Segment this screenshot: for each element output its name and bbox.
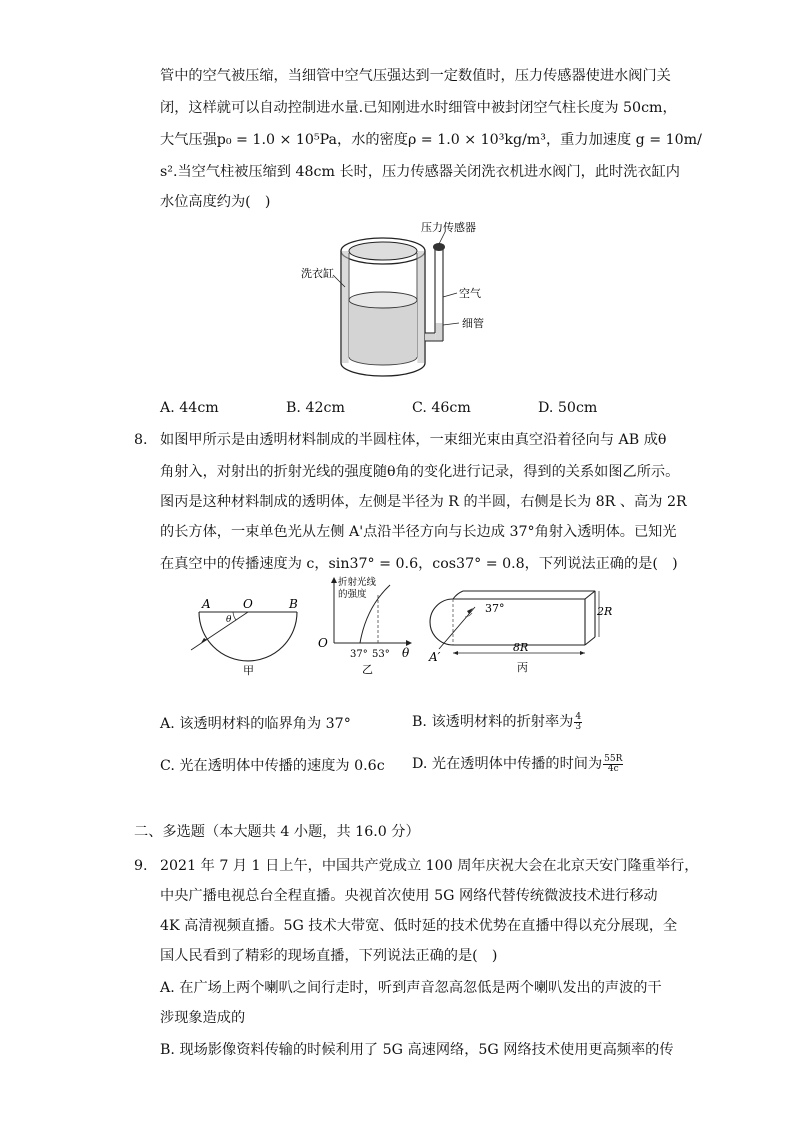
bing-length-label: 8R [513,641,529,654]
q7-text-line-4: s².当空气柱被压缩到 48cm 长时，压力传感器关闭洗衣机进水阀门，此时洗衣缸内 [160,164,680,180]
q9-option-a-line-2: 涉现象造成的 [160,1010,246,1026]
q8-option-d [412,754,623,774]
q7-option-c: C. 46cm [412,400,471,416]
q8-option-b-text: B. 该透明材料的折射率为 [412,714,574,730]
q8-option-b-denominator: 3 [575,721,582,732]
q8-option-a: A. 该透明材料的临界角为 37° [160,716,351,732]
q9-text-line-3: 4K 高清视频直播。5G 技术大带宽、低时延的技术优势在直播中得以充分展现，全 [160,918,678,934]
q8-text-line-4: 的长方体，一束单色光从左侧 A'点沿半径方向与长边成 37°角射入透明体。已知光 [160,524,677,540]
q7-option-d: D. 50cm [538,400,598,416]
yi-tick-53: 53° [372,649,390,660]
section-title-multiple-choice: 二、多选题（本大题共 4 小题，共 16.0 分） [134,824,420,840]
yi-origin: O [318,636,328,650]
q7-text-line-1: 管中的空气被压缩，当细管中空气压强达到一定数值时，压力传感器使进水阀门关 [160,68,671,84]
jia-label-b: B [289,597,298,611]
yi-ylabel-2: 的强度 [338,589,367,600]
semicircle-figure-jia [185,590,310,680]
intensity-graph-yi [312,575,422,680]
q8-option-d-denominator: 4c [607,763,619,774]
air-label: 空气 [459,287,481,300]
q9-option-b-line-1: B. 现场影像资料传输的时候利用了 5G 高速网络，5G 网络技术使用更高频率的传 [160,1042,674,1058]
q7-option-a: A. 44cm [160,400,219,416]
q8-option-c: C. 光在透明体中传播的速度为 0.6c [160,758,385,774]
tank-label: 洗衣缸 [301,267,334,280]
sensor-label: 压力传感器 [421,221,476,234]
yi-ylabel-1: 折射光线 [338,577,377,588]
q8-text-line-2: 角射入，对射出的折射光线的强度随θ角的变化进行记录，得到的关系如图乙所示。 [160,464,680,480]
q7-text-line-2: 闭，这样就可以自动控制进水量.已知刚进水时细管中被封闭空气柱长度为 50cm， [160,100,677,116]
q8-option-d-text: D. 光在透明体中传播的时间为 [412,756,603,772]
q9-text-line-1: 2021 年 7 月 1 日上午，中国共产党成立 100 周年庆祝大会在北京天安门隆重举行， [160,858,699,874]
bing-caption: 丙 [517,661,528,674]
jia-label-a: A [202,597,211,611]
q9-text-line-4: 国人民看到了精彩的现场直播，下列说法正确的是( ) [160,948,498,964]
q8-number: 8. [134,432,148,448]
bing-height-label: 2R [597,605,613,618]
bing-angle-label: 37° [485,602,505,615]
jia-caption: 甲 [243,664,254,677]
q9-number: 9. [134,858,148,874]
washing-tank-figure [295,215,505,390]
q9-text-line-2: 中央广播电视总台全程直播。央视首次使用 5G 网络代替传统微波技术进行移动 [160,888,658,904]
q7-text-line-3: 大气压强p₀ = 1.0 × 10⁵Pa，水的密度ρ = 1.0 × 10³kg/m³，重力加速度 g = 10m/ [160,132,702,148]
yi-tick-37: 37° [350,649,368,660]
yi-caption: 乙 [362,663,373,676]
q7-text-line-5: 水位高度约为( ) [160,194,271,210]
q8-text-line-3: 图丙是这种材料制成的透明体，左侧是半径为 R 的半圆，右侧是长为 8R 、高为 2R [160,494,687,510]
tube-label: 细管 [462,317,484,330]
yi-theta: θ [402,646,410,660]
q9-option-a-line-1: A. 在广场上两个喇叭之间行走时，听到声音忽高忽低是两个喇叭发出的声波的干 [160,980,662,996]
transparent-body-figure-bing [425,585,615,680]
jia-label-theta: θ [226,615,232,625]
q7-option-b: B. 42cm [286,400,345,416]
q8-option-d-fraction [603,755,623,774]
q8-option-b-fraction [574,713,582,732]
jia-label-o: O [243,597,253,611]
q8-option-d-numerator: 55R [604,753,623,764]
q8-text-line-1: 如图甲所示是由透明材料制成的半圆柱体，一束细光束由真空沿着径向与 AB 成θ [160,432,667,448]
q8-text-line-5: 在真空中的传播速度为 c，sin37° = 0.6，cos37° = 0.8，下列说法正确的是( ) [160,556,678,572]
q8-option-b-numerator: 4 [575,711,582,722]
bing-point-label: A′ [429,650,441,664]
q8-option-b [412,712,582,732]
